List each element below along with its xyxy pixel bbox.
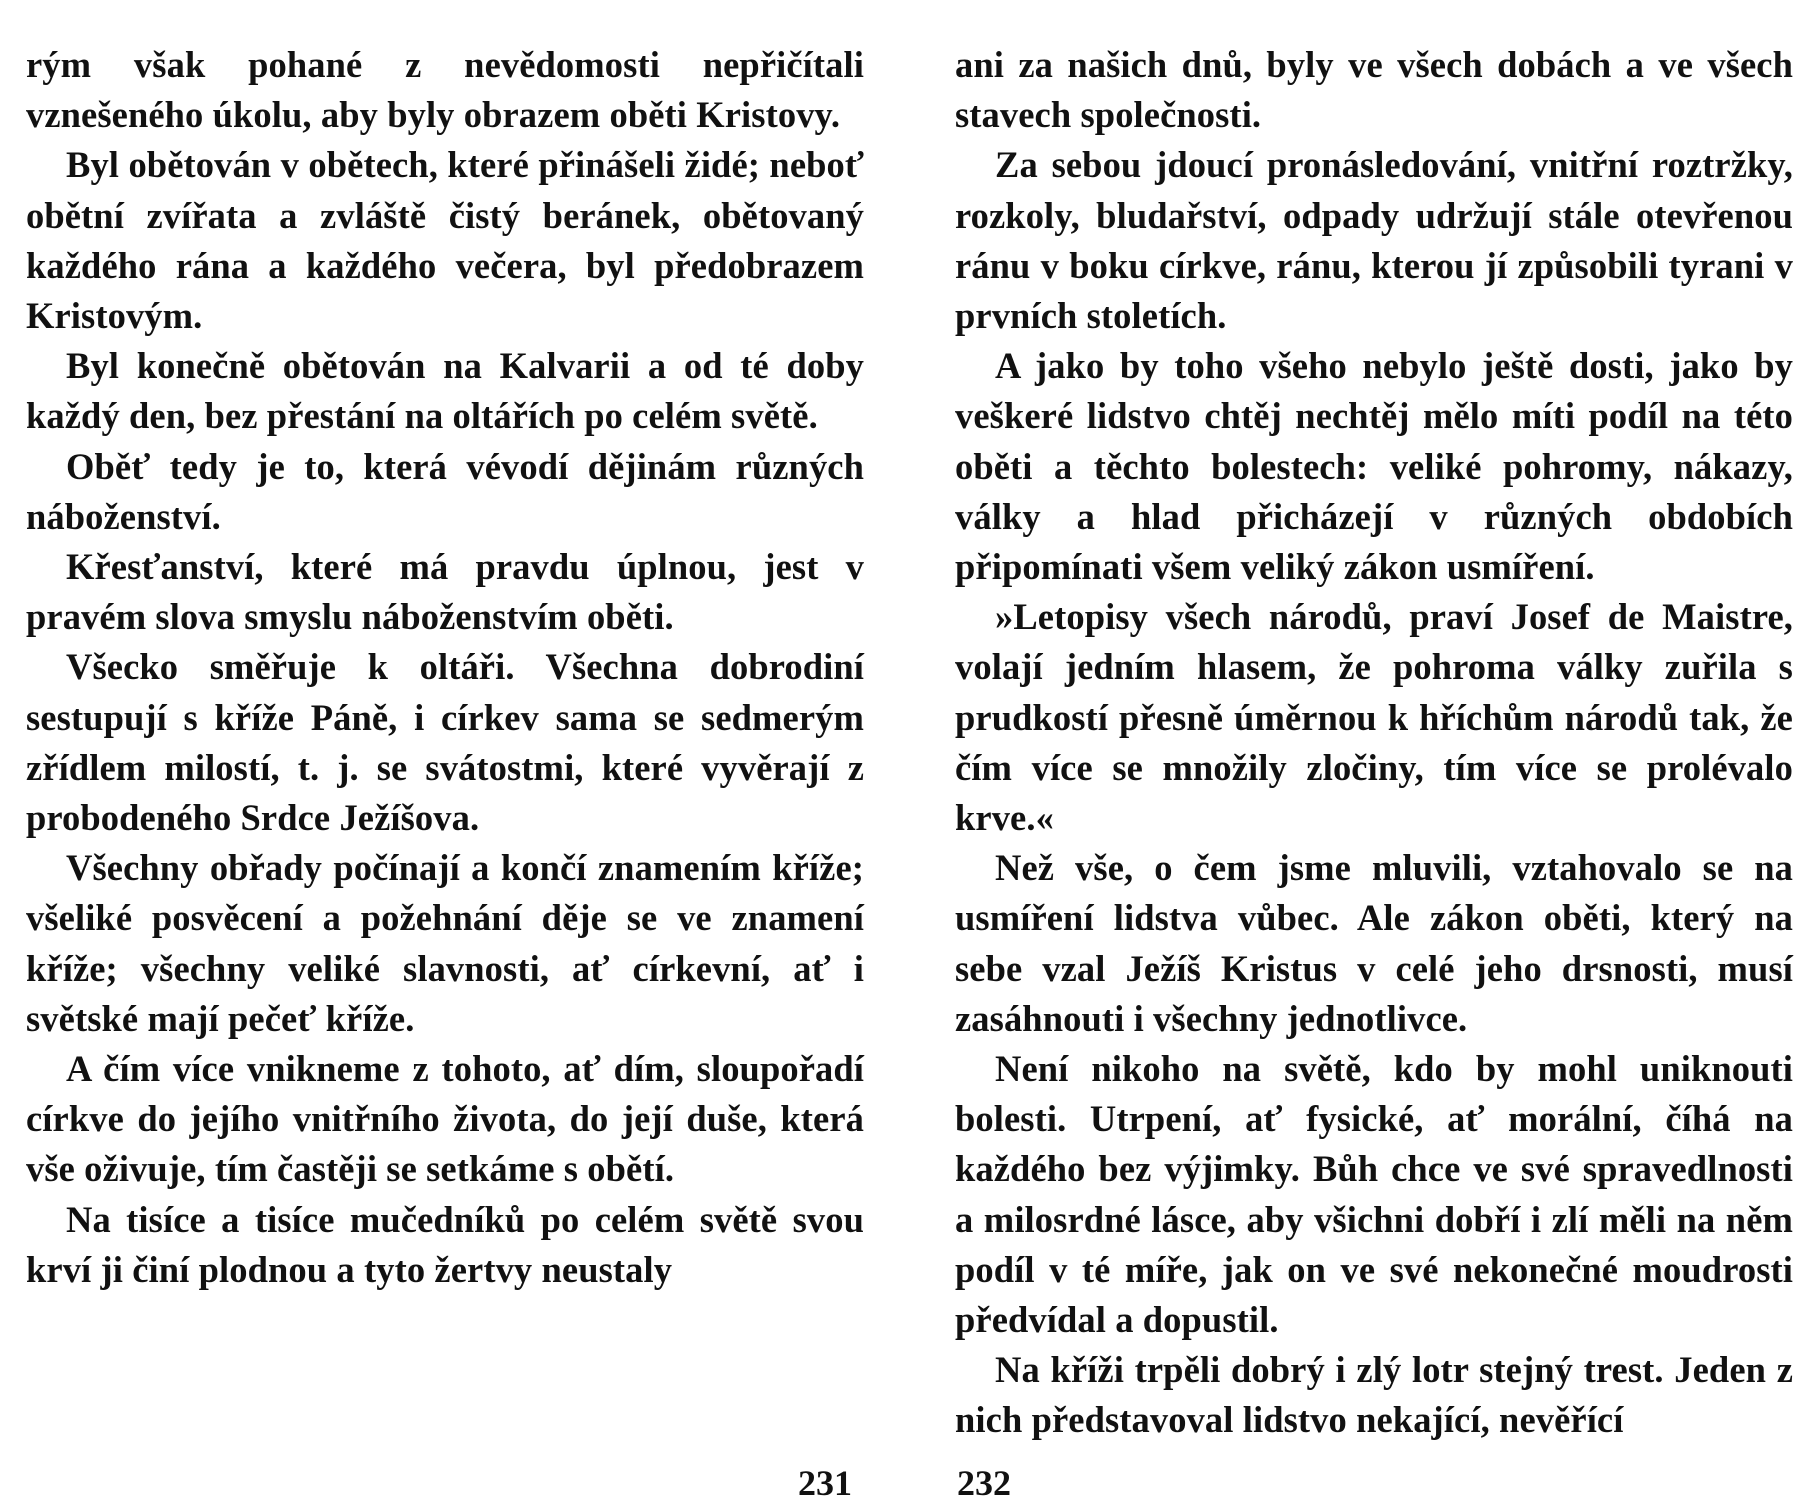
paragraph: ani za našich dnů, byly ve všech dobách a ve všech stavech společnosti. (955, 44, 1793, 136)
paragraph: Za sebou jdoucí pronásledování, vnitřní roztržky, rozkoly, bludařství, odpady udržují stále otevřenou ránu v boku církve, ránu, kterou jí způsobili tyrani v prvních stoletích. (955, 144, 1793, 337)
paragraph: rým však pohané z nevědomosti nepřičítali vznešeného úkolu, aby byly obrazem oběti Kristovy. (26, 44, 864, 136)
paragraph: Všechny obřady počínají a končí znamením kříže; všeliké posvěcení a požehnání děje se ve znamení kříže; všechny veliké slavnosti, ať církevní, ať i světské mají pečeť kříže. (26, 847, 864, 1039)
left-page-text (26, 40, 864, 1295)
paragraph: Není nikoho na světě, kdo by mohl uniknouti bolesti. Utrpení, ať fysické, ať morální, číhá na každého bez výjimky. Bůh chce ve své spravedlnosti a milosrdné lásce, aby všichni dobří i zlí měli na něm podíl v té míře, jak on ve své nekonečné moudrosti předvídal a dopustil. (955, 1048, 1793, 1341)
left-page (26, 40, 864, 1503)
paragraph: A čím více vnikneme z tohoto, ať dím, sloupořadí církve do jejího vnitřního života, do její duše, která vše oživuje, tím častěji se setkáme s obětí. (26, 1048, 864, 1190)
page-number: 232 (957, 1463, 1011, 1503)
paragraph: Byl obětován v obětech, které přinášeli židé; neboť obětní zvířata a zvláště čistý beránek, obětovaný každého rána a každého večera, byl předobrazem Kristovým. (26, 144, 864, 337)
paragraph: Všecko směřuje k oltáři. Všechna dobrodiní sestupují s kříže Páně, i církev sama se sedmerým zřídlem milostí, t. j. se svátostmi, které vyvěrají z probodeného Srdce Ježíšova. (26, 646, 864, 839)
paragraph: Než vše, o čem jsme mluvili, vztahovalo se na usmíření lidstva vůbec. Ale zákon oběti, který na sebe vzal Ježíš Kristus v celé jeho drsnosti, musí zasáhnouti i všechny jednotlivce. (955, 847, 1793, 1039)
page-number: 231 (798, 1463, 852, 1503)
paragraph: A jako by toho všeho nebylo ještě dosti, jako by veškeré lidstvo chtěj nechtěj mělo míti podíl na této oběti a těchto bolestech: veliké pohromy, nákazy, války a hlad přicházejí v různých obdobích připomínati všem veliký zákon usmíření. (955, 345, 1793, 588)
paragraph: Na tisíce a tisíce mučedníků po celém světě svou krví ji činí plodnou a tyto žertvy neustaly (26, 1198, 864, 1290)
paragraph: »Letopisy všech národů, praví Josef de Maistre, volají jedním hlasem, že pohroma války zuřila s prudkostí přesně úměrnou k hříchům národů tak, že čím více se množily zločiny, tím více se prolévalo krve.« (955, 596, 1793, 839)
right-page-text (955, 40, 1793, 1446)
paragraph: Oběť tedy je to, která vévodí dějinám různých náboženství. (26, 445, 864, 537)
right-page (955, 40, 1793, 1503)
paragraph: Byl konečně obětován na Kalvarii a od té doby každý den, bez přestání na oltářích po celém světě. (26, 345, 864, 437)
paragraph: Křesťanství, které má pravdu úplnou, jest v pravém slova smyslu náboženstvím oběti. (26, 546, 864, 638)
paragraph: Na kříži trpěli dobrý i zlý lotr stejný trest. Jeden z nich představoval lidstvo nekající, nevěřící (955, 1349, 1793, 1441)
